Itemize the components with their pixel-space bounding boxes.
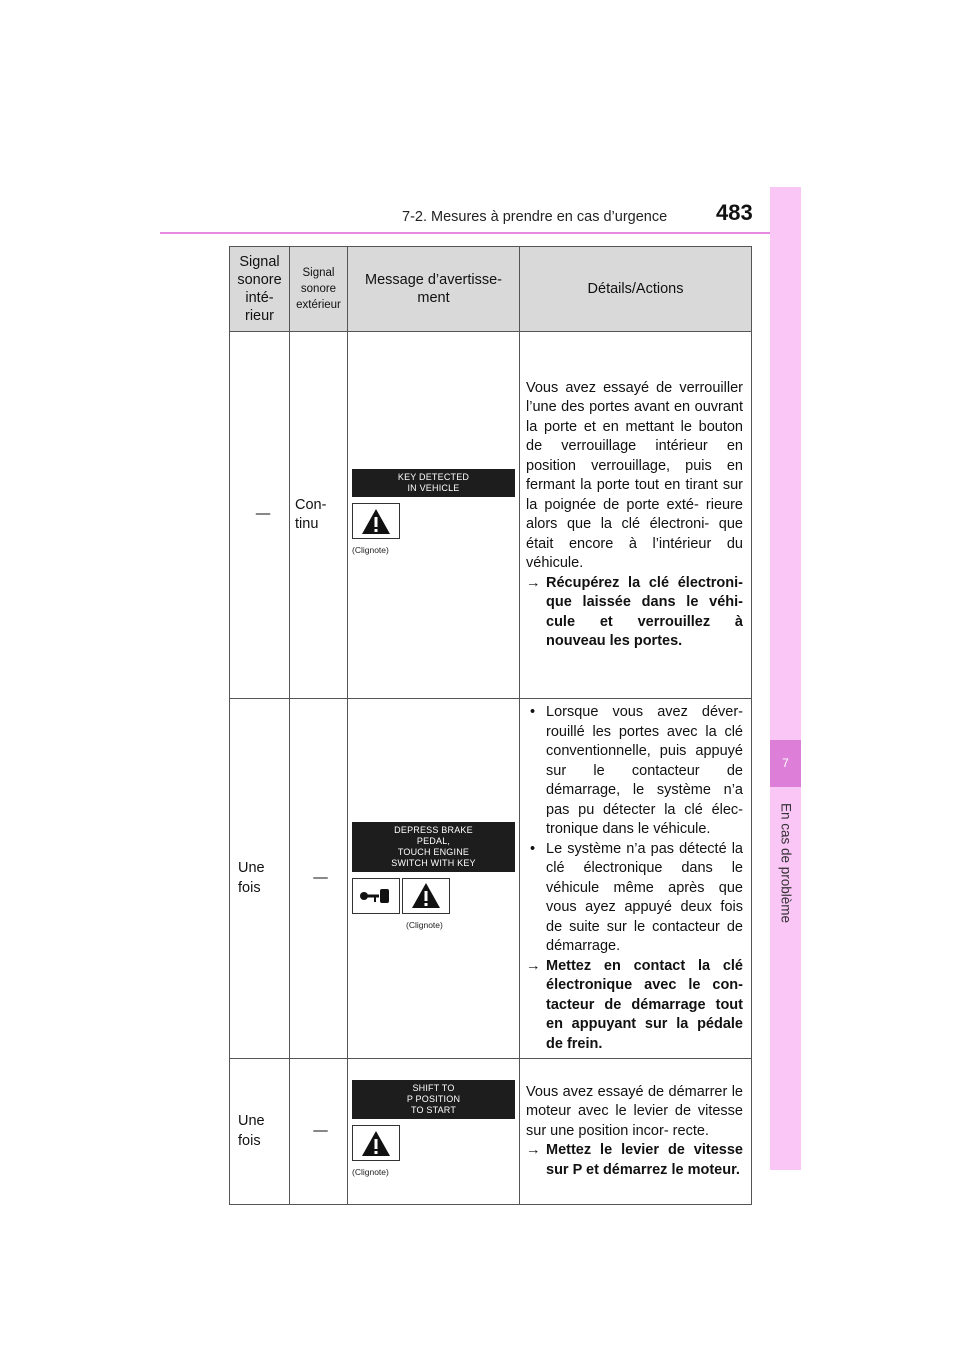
- display-line: PEDAL,: [416, 835, 451, 846]
- exterior-buzzer-cell: —: [290, 1059, 348, 1205]
- exterior-buzzer-cell: —: [290, 699, 348, 1059]
- header-details-actions: Détails/Actions: [520, 247, 752, 332]
- chapter-number: 7: [782, 756, 789, 770]
- details-cell: [520, 332, 752, 699]
- details-bullet: Lorsque vous avez déver- rouillé les portes avec la clé conventionnelle, puis appuyé sur le contacteur de démarrage, le système n’a pas pu détecter la clé élec- tronique dans le véhicule.: [546, 704, 743, 837]
- header-warning-message: Message d’avertisse- ment: [348, 247, 520, 332]
- display-message: [352, 469, 515, 497]
- display-line: KEY DETECTED: [397, 472, 470, 483]
- warning-message-cell: [348, 332, 520, 699]
- display-line: TOUCH ENGINE: [397, 846, 470, 857]
- arrow-icon: →: [526, 1142, 541, 1159]
- page-number: 483: [716, 200, 753, 225]
- warning-message-cell: [348, 699, 520, 1059]
- display-line: SHIFT TO: [412, 1083, 455, 1094]
- arrow-icon: →: [526, 957, 541, 974]
- bullet-mark: •: [530, 704, 536, 720]
- arrow-icon: →: [526, 574, 541, 591]
- key-icon: [352, 878, 400, 914]
- details-text: Vous avez essayé de verrouiller l’une des portes avant en ouvrant la porte et en mettant le bouton de verrouillage intérieur en position verrouillage, puis en fermant la porte tout en tirant sur la poignée de porte exté- rieure alors que la clé électroni- que était encore à l’intérieur du véhicule.: [526, 379, 743, 571]
- warning-table: [229, 246, 752, 1205]
- warning-message-cell: [348, 1059, 520, 1205]
- header-rule: [160, 232, 800, 234]
- table-header-row: [230, 247, 752, 332]
- display-message: [352, 1080, 515, 1119]
- display-line: TO START: [410, 1105, 457, 1116]
- chapter-label: En cas de problème: [778, 802, 794, 924]
- exterior-buzzer-cell: Con- tinu: [290, 332, 348, 699]
- bullet-mark: •: [530, 840, 536, 857]
- interior-buzzer-cell: —: [230, 332, 290, 699]
- header-interior-buzzer: Signal sonore inté- rieur: [230, 247, 290, 332]
- details-bullet: Le système n’a pas détecté la clé électronique dans le véhicule même après que vous ayez appuyé deux fois de suite sur le contacteur de démarrage.: [546, 840, 743, 954]
- action-text: Mettez le levier de vitesse sur P et démarrez le moteur.: [546, 1142, 743, 1178]
- header-exterior-buzzer: Signal sonore extérieur: [290, 247, 348, 332]
- action-text: Récupérez la clé électroni- que laissée dans le véhi- cule et verrouillez à nouveau les portes.: [546, 574, 743, 649]
- warning-icon: [352, 503, 400, 539]
- chapter-side-tab: [770, 187, 801, 1170]
- details-cell: [520, 699, 752, 1059]
- flashing-caption: (Clignote): [352, 545, 389, 556]
- interior-buzzer-cell: Une fois: [230, 1059, 290, 1205]
- display-message: [352, 822, 515, 872]
- table-row: [230, 699, 752, 1059]
- warning-icon: [352, 1125, 400, 1161]
- action-text: Mettez en contact la clé électronique avec le con- tacteur de démarrage tout en appuyant sur la pédale de frein.: [546, 957, 743, 1052]
- display-line: SWITCH WITH KEY: [391, 857, 476, 868]
- table-row: [230, 1059, 752, 1205]
- display-line: P POSITION: [406, 1094, 461, 1105]
- details-cell: [520, 1059, 752, 1205]
- table-row: [230, 332, 752, 699]
- warning-icon: [402, 878, 450, 914]
- display-line: IN VEHICLE: [407, 483, 460, 494]
- display-line: DEPRESS BRAKE: [394, 824, 473, 835]
- section-title: 7-2. Mesures à prendre en cas d’urgence: [402, 209, 668, 225]
- interior-buzzer-cell: Une fois: [230, 699, 290, 1059]
- flashing-caption: (Clignote): [406, 919, 443, 930]
- flashing-caption: (Clignote): [352, 1167, 389, 1178]
- details-text: Vous avez essayé de démarrer le moteur avec le levier de vitesse sur une position incor- recte.: [526, 1083, 743, 1139]
